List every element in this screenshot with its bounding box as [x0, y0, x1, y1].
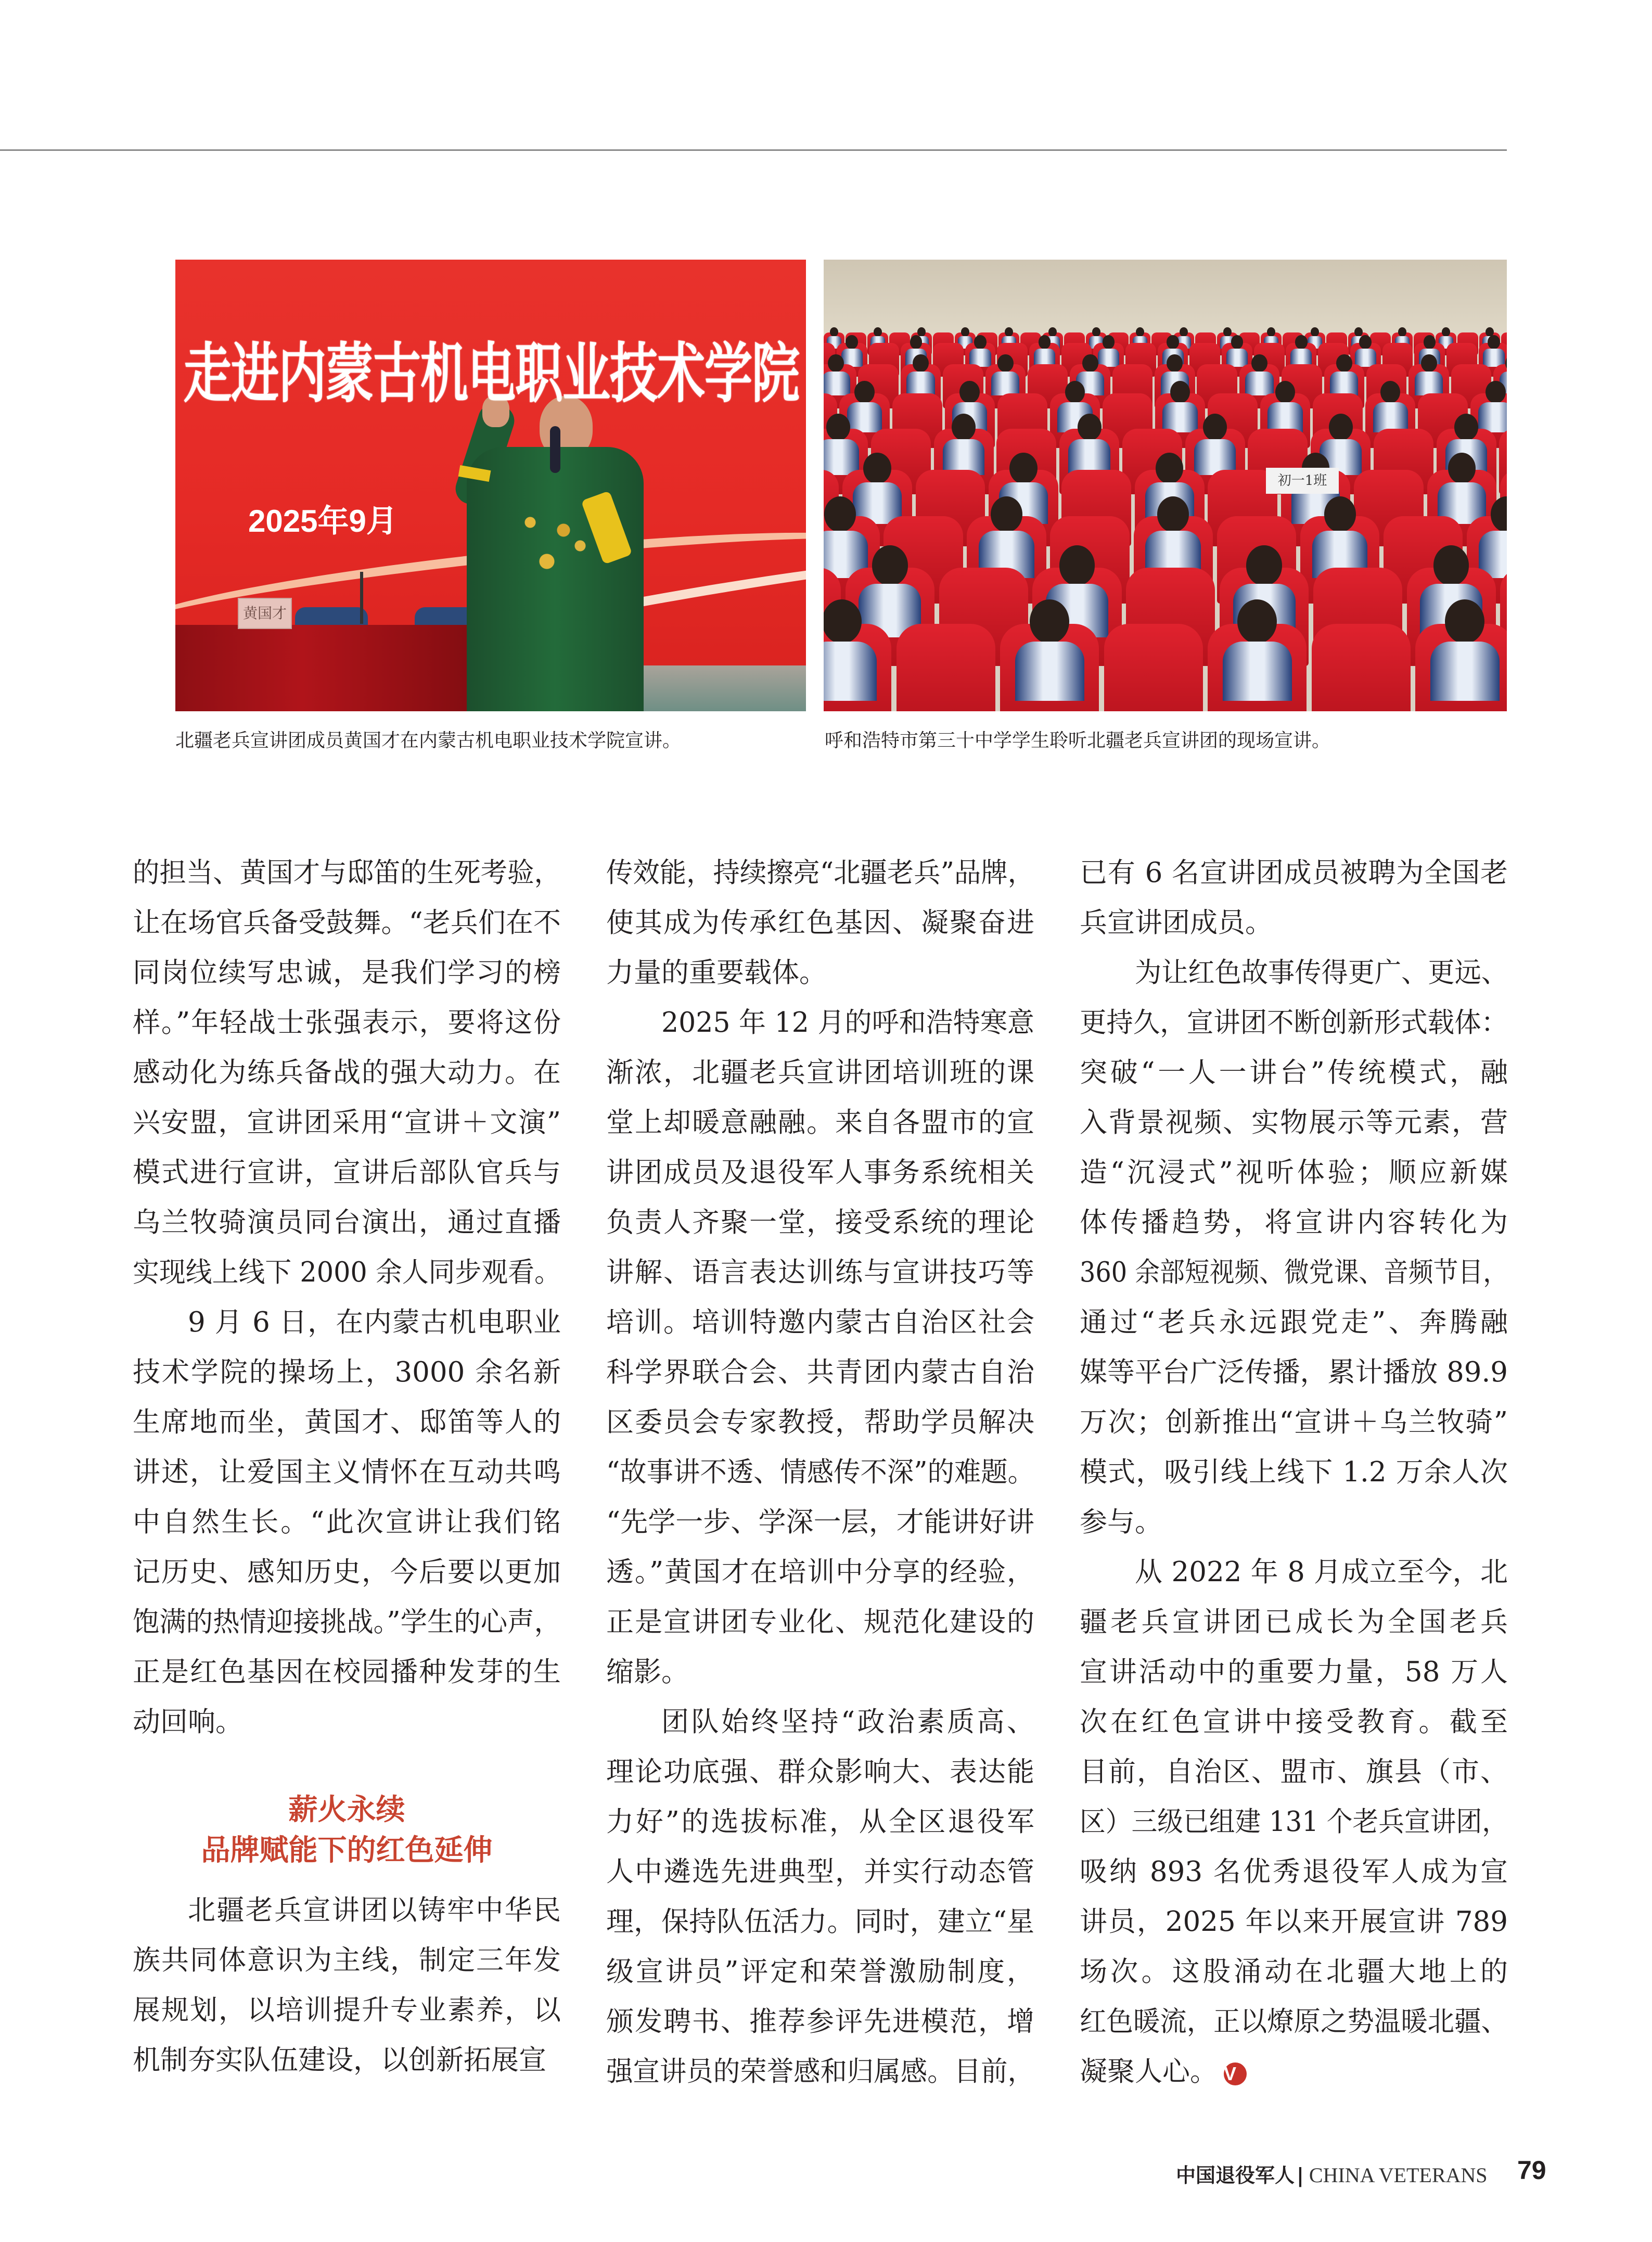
text-line-content: 团队始终坚持“政治素质高、 — [661, 1706, 1034, 1738]
text-line — [606, 1053, 1034, 1103]
photo-caption: 北疆老兵宣讲团成员黄国才在内蒙古机电职业技术学院宣讲。 — [175, 730, 682, 751]
text-line-content: 从 2022 年 8 月成立至今，北 — [1135, 1556, 1508, 1588]
text-line-content: 入背景视频、实物展示等元素，营 — [1080, 1107, 1508, 1138]
text-line-content: 兵宣讲团成员。 — [1080, 907, 1273, 939]
student — [1009, 453, 1038, 484]
text-line — [133, 1553, 561, 1603]
text-line — [1080, 1902, 1508, 1952]
text-line-content: 动回响。 — [133, 1706, 243, 1738]
text-line-content: 360 余部短视频、微党课、音频节目， — [1080, 1257, 1508, 1288]
text-line — [133, 1603, 561, 1652]
text-line — [606, 1652, 1034, 1702]
photo-audience — [824, 260, 1507, 711]
student-uniform — [847, 402, 882, 432]
text-line — [606, 1353, 1034, 1403]
text-line — [606, 1603, 1034, 1652]
text-line-content: 技术学院的操场上，3000 余名新 — [133, 1356, 561, 1388]
section-heading-line: 品牌赋能下的红色延伸 — [201, 1834, 493, 1867]
student-uniform — [824, 439, 859, 475]
student — [913, 354, 929, 373]
paragraph — [133, 853, 561, 1303]
student — [959, 381, 980, 403]
student — [1246, 545, 1282, 585]
page-number: 79 — [1517, 2156, 1546, 2185]
paragraph — [606, 853, 1034, 1003]
text-line-content: 颁发聘书、推荐参评先进模范，增 — [606, 2006, 1034, 2038]
text-line — [133, 1053, 561, 1103]
text-line-content: 正是红色基因在校园播种发芽的生 — [133, 1656, 561, 1688]
text-line — [606, 1752, 1034, 1802]
student-uniform — [1430, 642, 1500, 701]
text-line-content: 突破“一人一讲台”传统模式，融 — [1080, 1057, 1508, 1088]
student — [1311, 327, 1319, 337]
student — [1237, 599, 1277, 644]
student — [1485, 381, 1506, 403]
text-line — [1080, 1852, 1508, 1902]
text-line-content: 宣讲活动中的重要力量，58 万人 — [1080, 1656, 1508, 1688]
article-column-1 — [133, 853, 561, 2091]
seat — [897, 624, 995, 711]
text-line — [133, 1702, 561, 1752]
text-line-content: 理，保持队伍活力。同时，建立“星 — [606, 1906, 1034, 1938]
student — [961, 327, 969, 337]
text-line-content: 已有 6 名宣讲团成员被聘为全国老 — [1080, 857, 1508, 889]
text-line-content: 区）三级已组建 131 个老兵宣讲团， — [1080, 1806, 1508, 1838]
student-uniform — [1015, 642, 1084, 701]
text-line — [133, 1253, 561, 1303]
student — [1156, 453, 1184, 484]
text-line-content: 使其成为传承红色基因、凝聚奋进 — [606, 907, 1034, 939]
student-uniform — [1355, 349, 1376, 367]
student — [1005, 327, 1013, 337]
student — [1048, 327, 1057, 337]
text-line-content: 模式，吸引线上线下 1.2 万余人次 — [1080, 1456, 1508, 1488]
text-line-content: 记历史、感知历史，今后要以更加 — [133, 1556, 561, 1588]
text-line — [1080, 1303, 1508, 1353]
text-line — [606, 1153, 1034, 1203]
text-line-content: 为让红色故事传得更广、更远、 — [1135, 957, 1508, 989]
text-line — [133, 1503, 561, 1553]
text-line — [606, 1403, 1034, 1453]
student — [1103, 335, 1115, 349]
student — [1030, 599, 1069, 644]
text-line-content: 乌兰牧骑演员同台演出，通过直播 — [133, 1207, 561, 1238]
text-line-content: 造“沉浸式”视听体验；顺应新媒 — [1080, 1157, 1508, 1188]
text-line — [1080, 1553, 1508, 1603]
text-line-content: 模式进行宣讲，宣讲后部队官兵与 — [133, 1157, 561, 1188]
text-line — [133, 1453, 561, 1503]
student — [997, 354, 1014, 373]
end-mark-icon: V — [1224, 2062, 1247, 2085]
text-line — [1080, 1353, 1508, 1403]
student — [1092, 327, 1100, 337]
text-line-content: 红色暖流，正以燎原之势温暖北疆、 — [1080, 2006, 1508, 2038]
student — [1231, 335, 1244, 349]
text-line-content: 传效能，持续擦亮“北疆老兵”品牌， — [606, 857, 1034, 889]
paragraph — [606, 1702, 1034, 2102]
text-line — [133, 953, 561, 1003]
text-line-content: 媒等平台广泛传播，累计播放 89.9 — [1080, 1356, 1508, 1388]
student — [910, 335, 923, 349]
text-line — [606, 1303, 1034, 1353]
student — [1359, 335, 1372, 349]
text-line-content: 通过“老兵永远跟党走”、奔腾融 — [1080, 1306, 1508, 1338]
student-uniform — [1415, 371, 1443, 396]
student — [1380, 381, 1401, 403]
nameplate: 黄国才 — [238, 598, 292, 629]
text-line-content: 目前，自治区、盟市、旗县（市、 — [1080, 1756, 1508, 1788]
text-line — [1080, 1702, 1508, 1752]
student — [1336, 354, 1352, 373]
student — [1488, 335, 1500, 349]
text-line-content: 培训。培训特邀内蒙古自治区社会 — [606, 1306, 1034, 1338]
student-uniform — [824, 642, 877, 701]
text-line — [133, 903, 561, 953]
text-line — [133, 1003, 561, 1053]
student — [1324, 496, 1356, 532]
student — [1267, 327, 1275, 337]
student — [1329, 414, 1353, 441]
text-line — [606, 1802, 1034, 1852]
student — [824, 496, 856, 532]
speaker-uniform — [467, 447, 644, 711]
student — [974, 335, 987, 349]
text-line-content: 正是宣讲团专业化、规范化建设的 — [606, 1606, 1034, 1638]
text-line-content: 缩影。 — [606, 1656, 689, 1688]
student — [824, 599, 862, 644]
text-line-content: 的担当、黄国才与邸笛的生死考验， — [133, 857, 561, 889]
text-line — [606, 1503, 1034, 1553]
text-line-content: 透。”黄国才在培训中分享的经验， — [606, 1556, 1034, 1588]
text-line — [606, 903, 1034, 953]
text-line — [133, 1991, 561, 2041]
student-uniform — [1162, 402, 1197, 432]
section-heading — [133, 1790, 561, 1871]
text-line — [1080, 2052, 1508, 2102]
text-line — [1080, 1103, 1508, 1153]
text-line — [1080, 1603, 1508, 1652]
text-line-content: 讲述，让爱国主义情怀在互动共鸣 — [133, 1456, 561, 1488]
text-line — [1080, 1403, 1508, 1453]
student — [952, 414, 976, 441]
banner-title: 走进内蒙古机电职业技术学院 — [183, 336, 799, 412]
text-line — [1080, 1652, 1508, 1702]
text-line-content: 体传播趋势，将宣讲内容转化为 — [1080, 1207, 1508, 1238]
text-line-content: 级宣讲员”评定和荣誉激励制度， — [606, 1956, 1034, 1988]
text-line — [133, 1403, 561, 1453]
paragraph — [133, 1891, 561, 2091]
article-column-2 — [606, 853, 1034, 2102]
text-line — [606, 1003, 1034, 1053]
text-line — [1080, 1253, 1508, 1303]
text-line — [1080, 1503, 1508, 1553]
page-footer — [1176, 2156, 1546, 2188]
text-line — [606, 1453, 1034, 1503]
text-line-content: 实现线上线下 2000 余人同步观看。 — [133, 1257, 561, 1288]
text-line-content: 北疆老兵宣讲团以铸牢中华民 — [188, 1894, 561, 1926]
text-line — [1080, 1053, 1508, 1103]
text-line-content: 理论功底强、群众影响大、表达能 — [606, 1756, 1034, 1788]
text-line — [133, 1353, 561, 1403]
student — [1398, 327, 1406, 337]
text-line-content: 凝聚人心。 — [1080, 2056, 1218, 2087]
footer-separator: | — [1297, 2164, 1304, 2187]
text-line — [606, 1253, 1034, 1303]
text-line-content: 力好”的选拔标准，从全区退役军 — [606, 1806, 1034, 1838]
student — [1078, 414, 1102, 441]
audience-seats — [824, 322, 1507, 711]
text-line — [1080, 1752, 1508, 1802]
student — [1059, 545, 1095, 585]
student — [991, 496, 1022, 532]
text-line — [1080, 903, 1508, 953]
magazine-name-en: CHINA VETERANS — [1309, 2163, 1488, 2187]
student-uniform — [991, 371, 1019, 396]
text-line-content: 机制夯实队伍建设，以创新拓展宣 — [133, 2044, 546, 2076]
text-line-content: 兴安盟，宣讲团采用“宣讲＋文演” — [133, 1107, 561, 1138]
text-line-content: 2025 年 12 月的呼和浩特寒意 — [661, 1007, 1034, 1039]
medals — [514, 499, 597, 577]
student — [846, 335, 858, 349]
text-line — [606, 1702, 1034, 1752]
text-line-content: 族共同体意识为主线，制定三年发 — [133, 1944, 561, 1976]
text-line — [1080, 1003, 1508, 1053]
text-line-content: 区委员会专家教授，帮助学员解决 — [606, 1406, 1034, 1438]
student — [1082, 354, 1098, 373]
text-line — [133, 1153, 561, 1203]
student-uniform — [1478, 402, 1507, 432]
student-uniform — [1267, 402, 1302, 432]
text-line — [133, 1203, 561, 1253]
text-line — [133, 1652, 561, 1702]
student — [863, 453, 891, 484]
text-line-content: 强宣讲员的荣誉感和归属感。目前， — [606, 2056, 1034, 2087]
student-uniform — [1245, 371, 1273, 396]
text-line-content: “先学一步、学深一层，才能讲好讲 — [606, 1506, 1034, 1538]
student — [874, 327, 882, 337]
student — [1445, 599, 1484, 644]
student — [826, 414, 850, 441]
text-line-content: 渐浓，北疆老兵宣讲团培训班的课 — [606, 1057, 1034, 1088]
text-line-content: 万次；创新推出“宣讲＋乌兰牧骑” — [1080, 1406, 1508, 1438]
text-line-content: 讲解、语言表达训练与宣讲技巧等 — [606, 1257, 1034, 1288]
student — [1065, 381, 1085, 403]
text-line-content: 讲员，2025 年以来开展宣讲 789 — [1080, 1906, 1508, 1938]
student — [1136, 327, 1144, 337]
student — [1223, 327, 1232, 337]
text-line — [1080, 1453, 1508, 1503]
student-uniform — [824, 371, 850, 396]
student — [1203, 414, 1227, 441]
student — [872, 545, 908, 585]
student — [1295, 335, 1308, 349]
text-line-content: 9 月 6 日，在内蒙古机电职业 — [188, 1306, 561, 1338]
text-line — [606, 1203, 1034, 1253]
text-line-content: 科学界联合会、共青团内蒙古自治 — [606, 1356, 1034, 1388]
text-line — [606, 1852, 1034, 1902]
text-line-content: 负责人齐聚一堂，接受系统的理论 — [606, 1207, 1034, 1238]
text-line — [606, 2002, 1034, 2052]
text-line — [606, 1553, 1034, 1603]
text-line — [1080, 853, 1508, 903]
student — [854, 381, 875, 403]
student — [830, 327, 838, 337]
seat-sign: 初一1班 — [1266, 468, 1339, 494]
text-line — [606, 1902, 1034, 1952]
text-line — [133, 1303, 561, 1353]
text-line — [606, 953, 1034, 1003]
student — [1180, 327, 1188, 337]
student-uniform — [1373, 402, 1408, 432]
text-line-content: 吸纳 893 名优秀退役军人成为宣 — [1080, 1856, 1508, 1888]
text-line-content: “故事讲不透、情感传不深”的难题。 — [606, 1456, 1034, 1488]
magazine-name-cn: 中国退役军人 — [1176, 2164, 1295, 2187]
student — [1454, 414, 1478, 441]
text-line — [606, 2052, 1034, 2102]
text-line — [1080, 953, 1508, 1003]
student — [1251, 354, 1267, 373]
microphone — [550, 426, 560, 473]
text-line-content: 中自然生长。“此次宣讲让我们铭 — [133, 1506, 561, 1538]
text-line — [133, 2041, 561, 2091]
text-line-content: 饱满的热情迎接挑战。”学生的心声， — [133, 1606, 561, 1638]
student — [1424, 335, 1436, 349]
text-line — [133, 1891, 561, 1941]
student — [1442, 327, 1450, 337]
text-line — [1080, 1802, 1508, 1852]
banner-date: 2025年9月 — [248, 504, 398, 539]
student — [1167, 335, 1179, 349]
text-line-content: 样。”年轻战士张强表示，要将这份 — [133, 1007, 561, 1039]
text-line-content: 疆老兵宣讲团已成长为全国老兵 — [1080, 1606, 1508, 1638]
student — [1354, 327, 1363, 337]
student — [1433, 545, 1469, 585]
paragraph — [133, 1303, 561, 1752]
student — [1275, 381, 1296, 403]
text-line-content: 同岗位续写忠诚，是我们学习的榜 — [133, 957, 561, 989]
text-line — [1080, 1203, 1508, 1253]
student-uniform — [1330, 371, 1358, 396]
text-line-content: 场次。这股涌动在北疆大地上的 — [1080, 1956, 1508, 1988]
text-line — [1080, 1952, 1508, 2002]
photo-caption: 呼和浩特市第三十中学学生聆听北疆老兵宣讲团的现场宣讲。 — [825, 730, 1331, 751]
text-line-content: 参与。 — [1080, 1506, 1162, 1538]
section-heading-line: 薪火永续 — [288, 1793, 405, 1827]
student — [1039, 335, 1051, 349]
text-line — [606, 1952, 1034, 2002]
text-line-content: 展规划，以培训提升专业素养，以 — [133, 1994, 561, 2026]
seat — [1104, 624, 1203, 711]
paragraph — [1080, 853, 1508, 953]
paragraph — [606, 1003, 1034, 1702]
table-cloth — [175, 625, 493, 711]
text-line — [133, 1103, 561, 1153]
seat — [1312, 624, 1411, 711]
text-line-content: 更持久，宣讲团不断创新形式载体： — [1080, 1007, 1508, 1039]
text-line — [606, 1103, 1034, 1153]
text-line — [606, 853, 1034, 903]
text-line-content: 堂上却暖意融融。来自各盟市的宣 — [606, 1107, 1034, 1138]
text-line-content: 让在场官兵备受鼓舞。“老兵们在不 — [133, 907, 561, 939]
paragraph — [1080, 1553, 1508, 2102]
student — [1448, 453, 1476, 484]
student — [1421, 354, 1437, 373]
article-column-3 — [1080, 853, 1508, 2102]
paragraph — [1080, 953, 1508, 1553]
text-line-content: 讲团成员及退役军人事务系统相关 — [606, 1157, 1034, 1188]
text-line — [133, 853, 561, 903]
text-line-content: 次在红色宣讲中接受教育。截至 — [1080, 1706, 1508, 1738]
header-rule — [0, 149, 1507, 151]
text-line-content: 生席地而坐，黄国才、邸笛等人的 — [133, 1406, 561, 1438]
student-uniform — [1223, 642, 1292, 701]
text-line — [1080, 1153, 1508, 1203]
text-line — [133, 1941, 561, 1991]
text-line — [1080, 2002, 1508, 2052]
text-line-content: 力量的重要载体。 — [606, 957, 827, 989]
student-uniform — [906, 371, 934, 396]
text-line-content: 人中遴选先进典型，并实行动态管 — [606, 1856, 1034, 1888]
text-line-content: 感动化为练兵备战的强大动力。在 — [133, 1057, 561, 1088]
photo-speaker — [175, 260, 806, 711]
mic-stand — [360, 572, 363, 624]
student — [1157, 496, 1189, 532]
student — [1170, 381, 1190, 403]
